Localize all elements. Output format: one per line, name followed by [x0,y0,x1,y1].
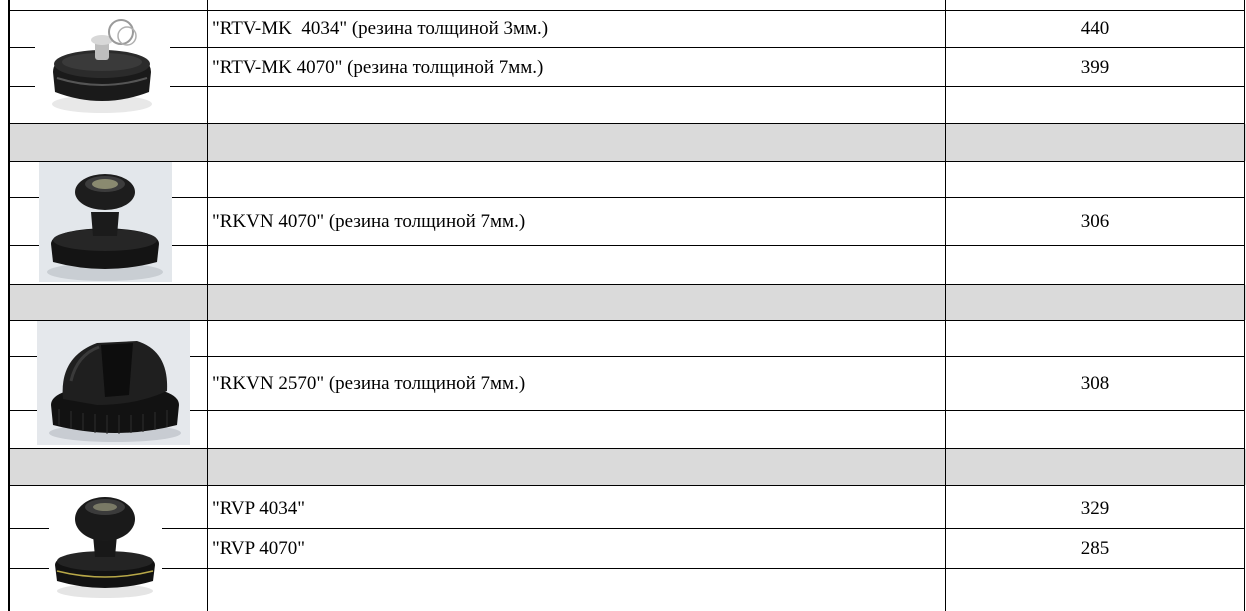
separator-row [9,124,1246,161]
grid-line-h [208,197,1245,198]
product-price: 399 [1080,57,1110,78]
product-price: 440 [1080,18,1110,39]
grid-line-h [172,245,208,246]
product-price: 329 [1080,498,1110,519]
grid-line-h [190,410,208,411]
stamp-round-knob-icon [49,489,162,601]
grid-line-h [9,284,1245,285]
grid-line-h [9,86,35,87]
product-name: "RKVN 4070" (резина толщиной 7мм.) [212,211,526,232]
product-name: "RKVN 2570" (резина толщиной 7мм.) [212,373,526,394]
grid-line-h [9,448,1245,449]
grid-line-h [9,245,39,246]
stamp-handle-with-key-ring-icon [35,12,170,120]
grid-line-h [9,528,49,529]
grid-line-h [208,245,1245,246]
grid-line-h [9,10,1245,11]
separator-row [9,285,1246,320]
product-name: "RVP 4070" [212,538,305,559]
product-name: "RVP 4034" [212,498,305,519]
grid-line-h [208,47,1245,48]
grid-line-h [170,47,208,48]
grid-line-col1 [207,0,208,611]
grid-line-h [208,568,1245,569]
grid-line-h [208,356,1245,357]
product-name: "RTV-MK 4070" (резина толщиной 7мм.) [212,57,544,78]
grid-line-h [172,197,208,198]
grid-line-h [162,528,208,529]
product-price: 306 [1080,211,1110,232]
stamp-knob-handle-icon [39,162,172,282]
grid-line-h [208,86,1245,87]
separator-row [9,449,1246,485]
grid-line-h [9,123,1245,124]
grid-line-h [208,528,1245,529]
grid-line-h [9,320,1245,321]
grid-line-h [9,47,35,48]
grid-line-h [190,356,208,357]
grid-line-left [8,0,10,611]
grid-line-h [162,568,208,569]
grid-line-h [9,410,37,411]
grid-line-h [9,197,39,198]
grid-line-h [9,356,37,357]
grid-line-h [9,485,1245,486]
product-price: 285 [1080,538,1110,559]
product-price: 308 [1080,373,1110,394]
stamp-grip-handle-icon [37,321,190,445]
grid-line-h [170,86,208,87]
product-name: "RTV-MK 4034" (резина толщиной 3мм.) [212,18,549,39]
grid-line-h [208,410,1245,411]
grid-line-h [9,161,1245,162]
grid-line-h [9,568,49,569]
